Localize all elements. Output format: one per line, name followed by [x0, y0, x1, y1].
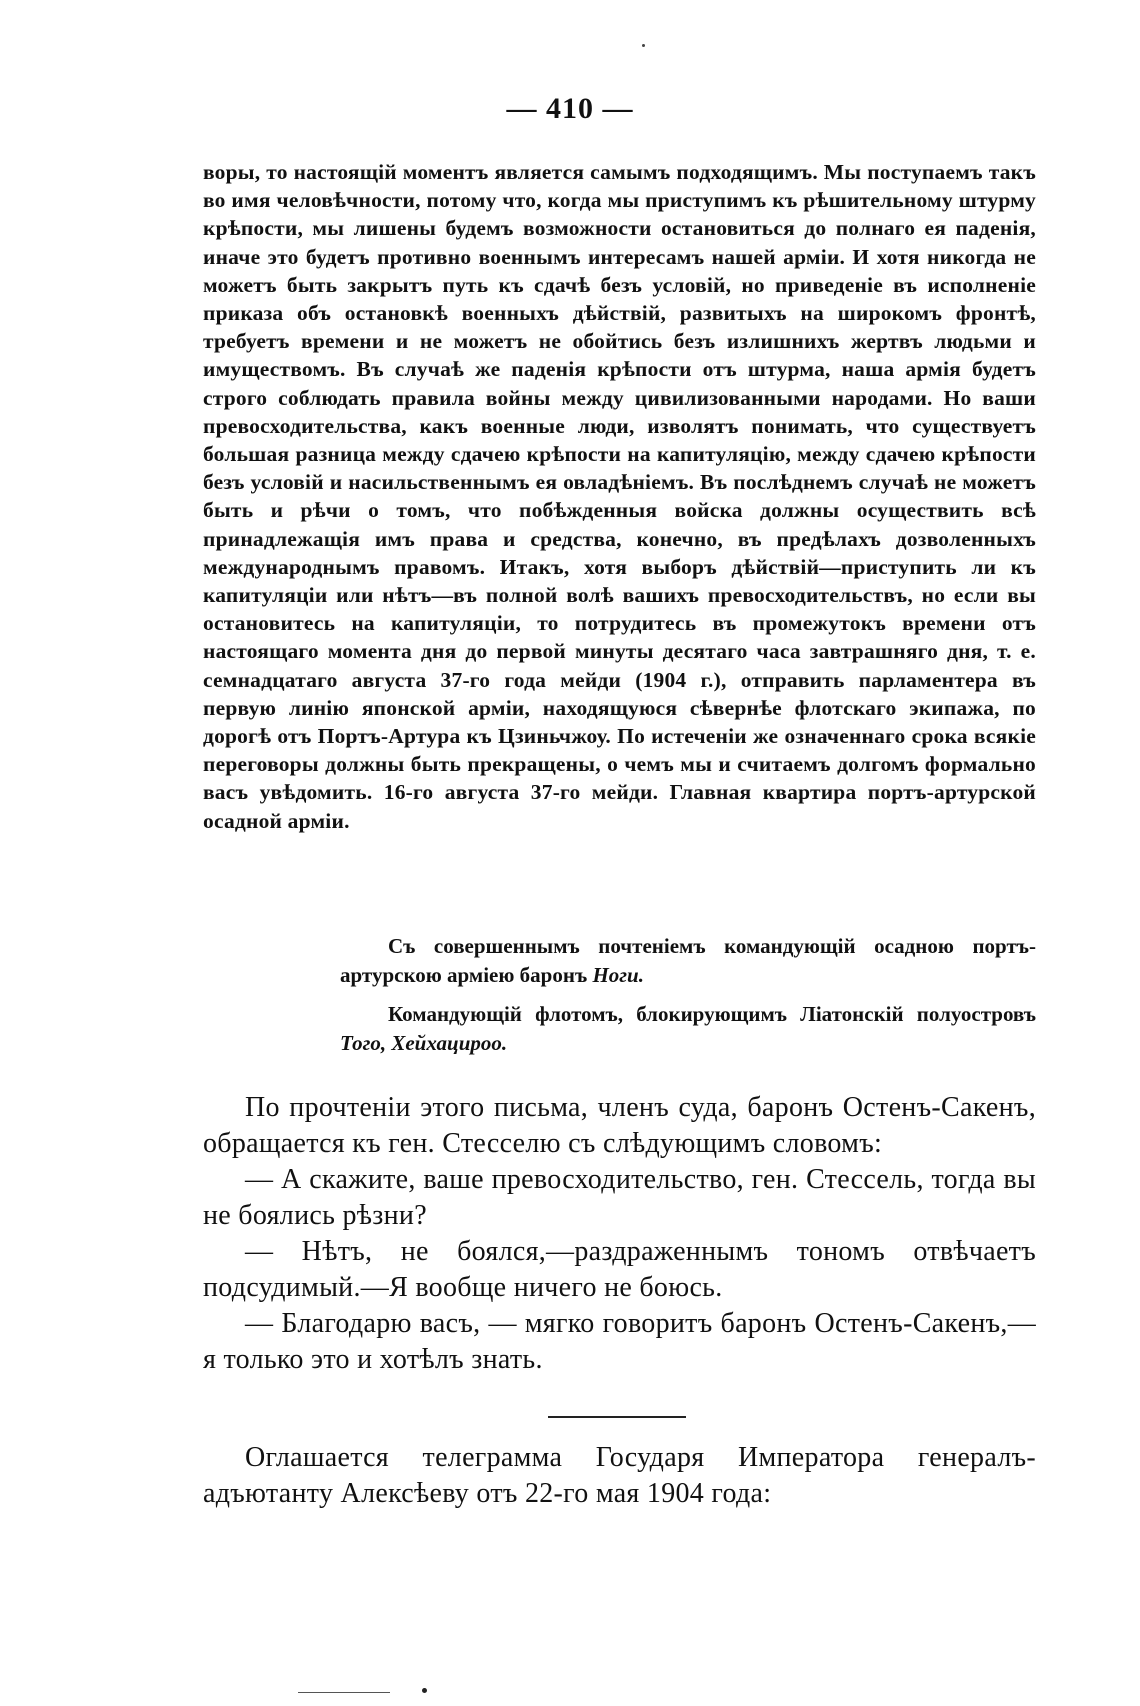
trial-dialogue — [203, 1090, 1036, 1378]
signature-nogi-name: Ноги. — [592, 962, 644, 987]
signature-nogi — [340, 932, 1036, 989]
signature-togo-text: Командующій флотомъ, блокирующимъ Ліатонскій полуостровъ — [388, 1002, 1036, 1026]
signature-togo — [340, 1000, 1036, 1057]
signature-togo-name: Того, Хейхацироо. — [340, 1030, 508, 1055]
letter-body: воры, то настоящій моментъ является самымъ подходящимъ. Мы поступаемъ такъ во имя человѣчности, потому что, когда мы приступимъ къ рѣшительному штурму крѣпости, мы лишены будемъ возможности остановиться до полнаго ея паденія, иначе это будетъ противно военнымъ интересамъ нашей арміи. И хотя никогда не можетъ быть закрытъ путь къ сдачѣ безъ условій, но приведеніе въ исполненіе приказа объ остановкѣ военныхъ дѣйствій, развитыхъ на широкомъ фронтѣ, требуетъ времени и не можетъ не обойтись безъ излишнихъ жертвъ людьми и имуществомъ. Въ случаѣ же паденія крѣпости отъ штурма, наша армія будетъ строго соблюдать правила войны между цивилизованными народами. Но ваши превосходительства, какъ военные люди, изволятъ понимать, что существуетъ большая разница между сдачею крѣпости на капитуляцію, между сдачею крѣпости безъ условій и насильственнымъ ея овладѣніемъ. Въ послѣднемъ случаѣ не можетъ быть и рѣчи о томъ, что побѣжденныя войска должны осуществить всѣ принадлежащія имъ права и средства, конечно, въ предѣлахъ дозволенныхъ международнымъ правомъ. Итакъ, хотя выборъ дѣйствій—приступить ли къ капитуляціи или нѣтъ—въ полной волѣ вашихъ превосходительствъ, но если вы остановитесь на капитуляціи, то потрудитесь въ промежутокъ времени отъ настоящаго момента дня до первой минуты десятаго часа завтрашняго дня, т. е. семнадцатаго августа 37-го года мейди (1904 г.), отправить парламентера въ первую линію японской арміи, находящуюся сѣвернѣе флотскаго экипажа, по дорогѣ отъ Портъ-Артура къ Цзиньчжоу. По истеченіи же означеннаго срока всякіе переговоры должны быть прекращены, о чемъ мы и считаемъ долгомъ формально васъ увѣдомить. 16-го августа 37-го мейди. Главная квартира портъ-артурской осадной арміи. — [203, 160, 1036, 833]
dialogue-thanks: — Благодарю васъ, — мягко говоритъ баронъ Остенъ-Сакенъ,—я только это и хотѣлъ знать. — [203, 1308, 1036, 1375]
dialogue-question: — А скажите, ваше превосходительство, ген. Стессель, тогда вы не боялись рѣзни? — [203, 1164, 1036, 1231]
footer-rule — [298, 1692, 390, 1693]
dialogue-answer: — Нѣтъ, не боялся,—раздраженнымъ тономъ отвѣчаетъ подсудимый.—Я вообще ничего не боюсь. — [203, 1236, 1036, 1303]
closing-paragraph: Оглашается телеграмма Государя Императора генералъ-адъютанту Алексѣеву отъ 22-го мая 1904 года: — [203, 1442, 1036, 1509]
narrative-paragraph: По прочтеніи этого письма, членъ суда, баронъ Остенъ-Сакенъ, обращается къ ген. Стесселю съ слѣдующимъ словомъ: — [203, 1092, 1036, 1159]
signature-nogi-text: Съ совершеннымъ почтеніемъ командующій осадною портъ-артурскою арміею баронъ — [340, 934, 1036, 987]
scan-speck — [642, 44, 645, 47]
footer-speck — [422, 1688, 427, 1693]
page-number: — 410 — — [506, 92, 634, 125]
section-divider — [548, 1416, 686, 1418]
closing-section — [203, 1440, 1036, 1512]
